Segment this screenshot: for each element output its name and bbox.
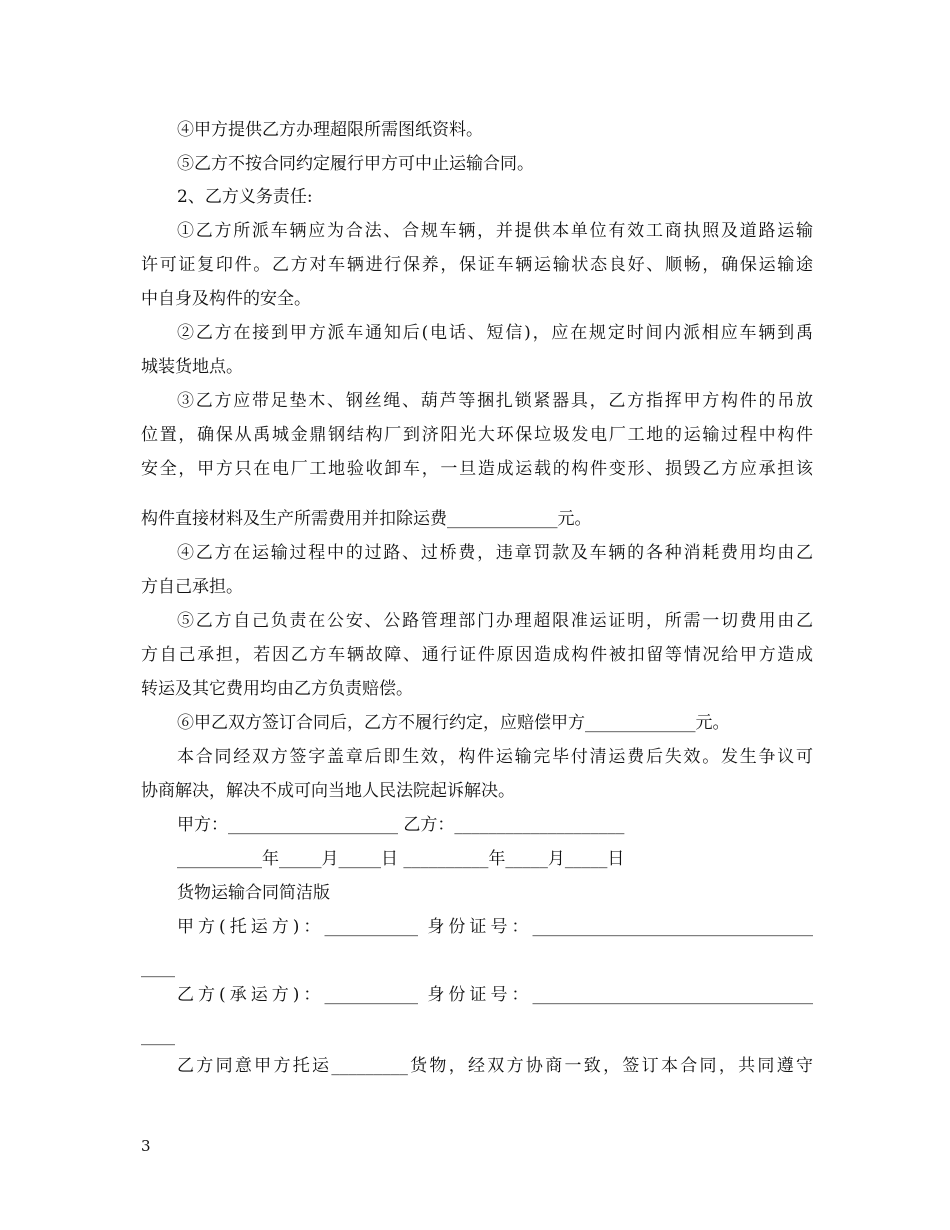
text-line: 本合同经双方签字盖章后即生效，构件运输完毕付清运费后失效。发生争议可 <box>177 747 813 767</box>
text-line: 乙方(承运方)：___________ 身份证号：_________________________________ <box>177 985 813 1005</box>
date-line: __________年_____月_____日 __________年_____月_____日 <box>177 849 625 869</box>
text-line: 安全，甲方只在电厂工地验收卸车，一旦造成运载的构件变形、损毁乙方应承担该 <box>141 459 813 479</box>
text-line: 城装货地点。 <box>141 357 243 377</box>
text-line: 方自己承担，若因乙方车辆故障、通行证件原因造成构件被扣留等情况给甲方造成 <box>141 645 813 665</box>
text-line: 转运及其它费用均由乙方负责赔偿。 <box>141 679 413 699</box>
text-line: ⑤乙方自己负责在公安、公路管理部门办理超限准运证明，所需一切费用由乙 <box>177 611 813 631</box>
text-line: 中自身及构件的安全。 <box>141 289 311 309</box>
text-line: 2、乙方义务责任: <box>177 187 313 207</box>
text-line: ⑥甲乙双方签订合同后，乙方不履行约定，应赔偿甲方_____________元。 <box>177 713 730 733</box>
text-line: ①乙方所派车辆应为合法、合规车辆，并提供本单位有效工商执照及道路运输 <box>177 221 813 241</box>
text-line: 许可证复印件。乙方对车辆进行保养，保证车辆运输状态良好、顺畅，确保运输途 <box>141 255 813 275</box>
text-line: 乙方同意甲方托运_________货物，经双方协商一致，签订本合同，共同遵守 <box>177 1056 813 1076</box>
text-line: ④乙方在运输过程中的过路、过桥费，违章罚款及车辆的各种消耗费用均由乙 <box>177 543 813 563</box>
text-line: 甲方(托运方)：___________ 身份证号：_________________________________ <box>177 917 813 937</box>
section-title: 货物运输合同简洁版 <box>177 883 330 903</box>
signature-line: 甲方：____________________ 乙方：____________________ <box>177 815 625 835</box>
text-line: ③乙方应带足垫木、钢丝绳、葫芦等捆扎锁紧器具，乙方指挥甲方构件的吊放 <box>177 391 813 411</box>
text-line: ____ <box>141 958 175 978</box>
text-line: ④甲方提供乙方办理超限所需图纸资料。 <box>177 120 483 140</box>
text-line: ②乙方在接到甲方派车通知后(电话、短信)，应在规定时间内派相应车辆到禹 <box>177 323 813 343</box>
text-line: 方自己承担。 <box>141 577 243 597</box>
page-number: 3 <box>141 1137 151 1155</box>
text-line: 构件直接材料及生产所需费用并扣除运费_____________元。 <box>141 509 592 529</box>
text-line: 位置，确保从禹城金鼎钢结构厂到济阳光大环保垃圾发电厂工地的运输过程中构件 <box>141 425 813 445</box>
text-line: 协商解决，解决不成可向当地人民法院起诉解决。 <box>141 781 515 801</box>
text-line: ____ <box>141 1026 175 1046</box>
text-line: ⑤乙方不按合同约定履行甲方可中止运输合同。 <box>177 154 534 174</box>
